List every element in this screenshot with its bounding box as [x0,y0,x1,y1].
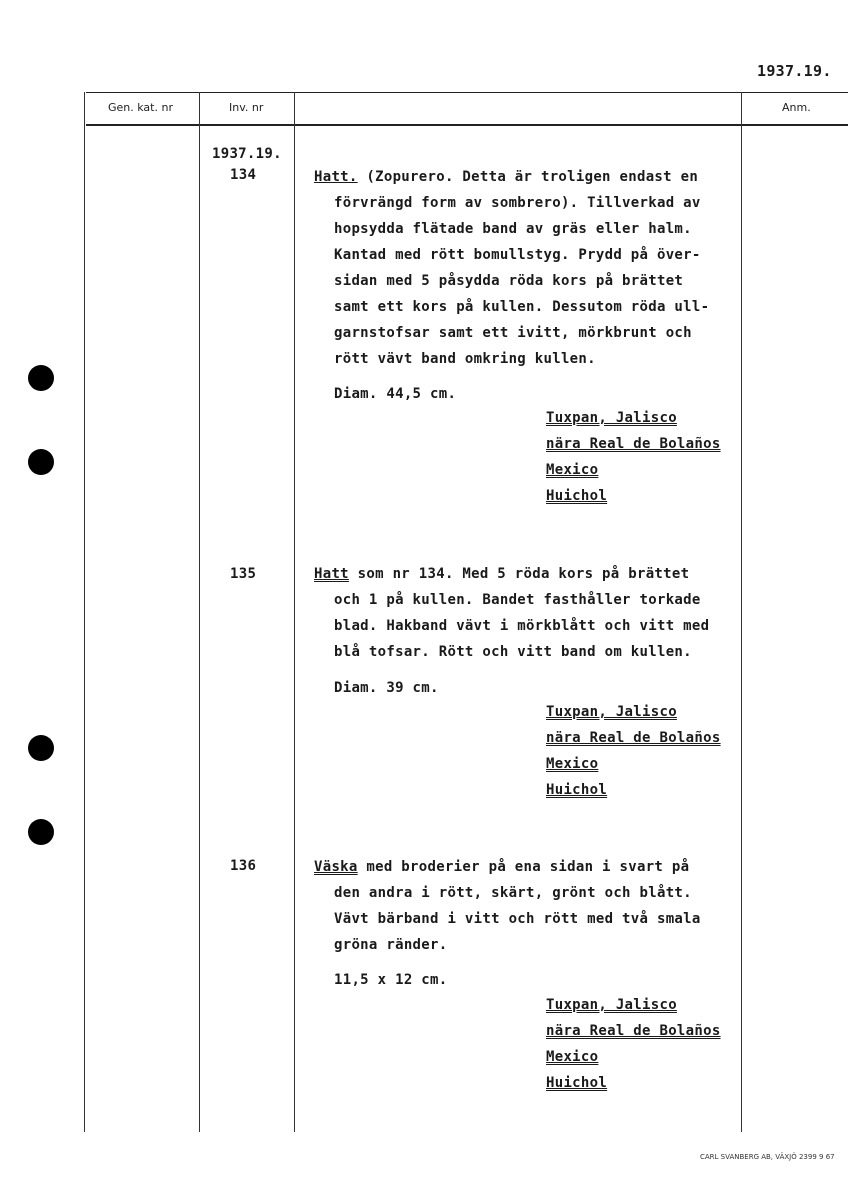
column-divider-gen [199,92,200,1132]
header-inv-nr: Inv. nr [229,101,264,114]
location-near: nära Real de Bolaños [546,1023,721,1039]
header-anm: Anm. [782,101,811,114]
punch-hole [28,449,54,475]
entry-measure: 11,5 x 12 cm. [334,972,448,988]
location-place: Tuxpan, Jalisco [546,410,677,426]
entry-line: sidan med 5 påsydda röda kors på brättet [334,273,684,289]
entry-line: rött vävt band omkring kullen. [334,351,596,367]
entry-first-line: Hatt som nr 134. Med 5 röda kors på brättet [314,566,690,582]
header-top-rule [86,92,848,93]
entry-line: blad. Hakband vävt i mörkblått och vitt med [334,618,710,634]
location-near: nära Real de Bolaños [546,436,721,452]
location-country: Mexico [546,756,599,772]
inventory-number: 134 [230,167,257,183]
entry-line: samt ett kors på kullen. Dessutom röda ull- [334,299,710,315]
column-divider-anm [741,92,742,1132]
location-people: Huichol [546,782,608,798]
punch-hole [28,365,54,391]
location-country: Mexico [546,1049,599,1065]
inventory-number: 135 [230,566,257,582]
entry-measure: Diam. 44,5 cm. [334,386,457,402]
entry-title: Väska [314,859,358,875]
header-bottom-rule [86,124,848,126]
entry-line: Kantad med rött bomullstyg. Prydd på över- [334,247,701,263]
printer-footer: CARL SVANBERG AB, VÄXJÖ 2399 9 67 [700,1153,835,1161]
entry-line: och 1 på kullen. Bandet fasthåller torkade [334,592,701,608]
header-gen-kat: Gen. kat. nr [108,101,173,114]
entry-line: förvrängd form av sombrero). Tillverkad av [334,195,701,211]
column-divider-left [84,92,85,1132]
entry-title: Hatt [314,566,349,582]
entry-line: hopsydda flätade band av gräs eller halm. [334,221,692,237]
inventory-number: 136 [230,858,257,874]
entry-line: den andra i rött, skärt, grönt och blått. [334,885,692,901]
entry-first-line: Hatt. (Zopurero. Detta är troligen endast en [314,169,699,185]
entry-first-line: Väska med broderier på ena sidan i svart på [314,859,690,875]
entry-line: blå tofsar. Rött och vitt band om kullen. [334,644,692,660]
punch-hole [28,735,54,761]
entry-title: Hatt. [314,169,358,185]
entry-measure: Diam. 39 cm. [334,680,439,696]
location-people: Huichol [546,488,608,504]
location-near: nära Real de Bolaños [546,730,721,746]
location-place: Tuxpan, Jalisco [546,997,677,1013]
column-divider-inv [294,92,295,1132]
location-country: Mexico [546,462,599,478]
entry-line: garnstofsar samt ett ivitt, mörkbrunt och [334,325,692,341]
series-number: 1937.19. [212,146,282,162]
entry-line: gröna ränder. [334,937,448,953]
page-number: 1937.19. [757,62,832,80]
location-people: Huichol [546,1075,608,1091]
entry-line: Vävt bärband i vitt och rött med två smala [334,911,701,927]
location-place: Tuxpan, Jalisco [546,704,677,720]
punch-hole [28,819,54,845]
